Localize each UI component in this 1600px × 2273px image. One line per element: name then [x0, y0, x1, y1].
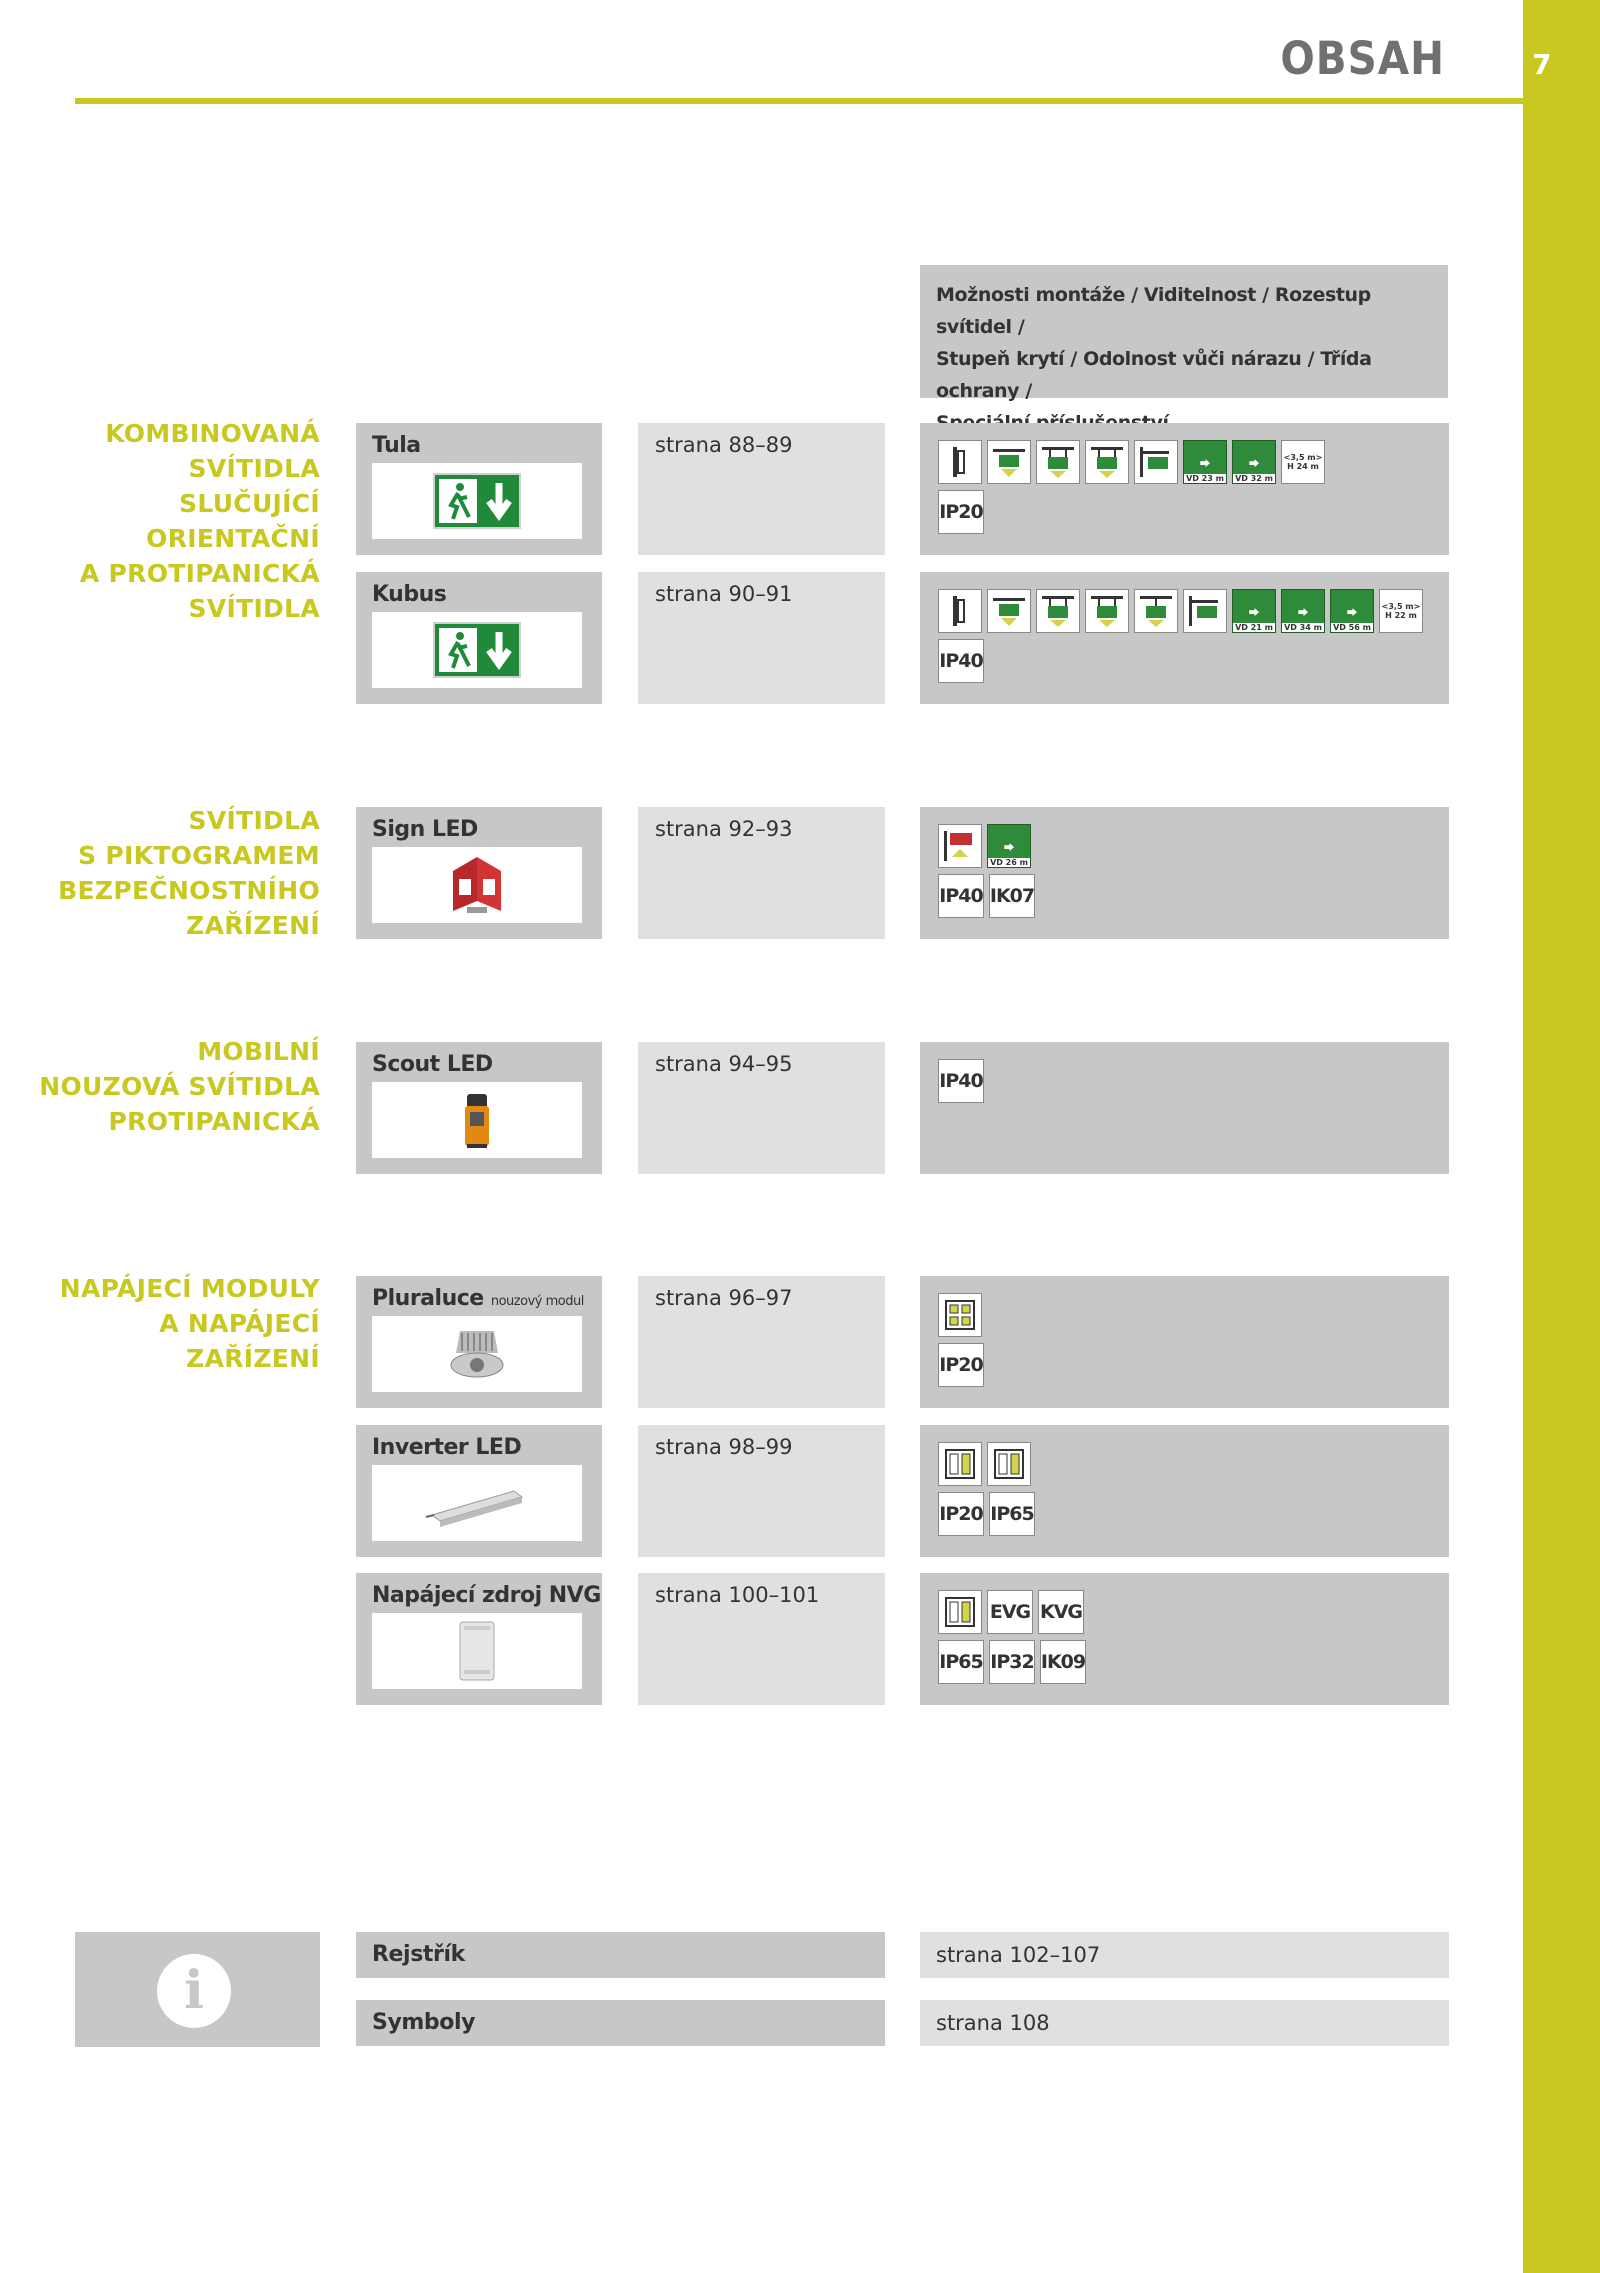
category-line: NAPÁJECÍ MODULY — [59, 1274, 320, 1303]
ip-rating-badge: IP40 — [938, 1059, 984, 1103]
ip-rating-badge: IP20 — [938, 1492, 984, 1536]
rating-icons — [938, 490, 1432, 534]
category-combined-luminaires — [80, 416, 320, 626]
product-properties — [920, 807, 1449, 939]
product-page-ref[interactable]: strana 96–97 — [638, 1276, 885, 1408]
category-line: SVÍTIDLA — [188, 594, 320, 623]
product-name: Scout LED — [372, 1052, 493, 1077]
properties-legend — [920, 265, 1448, 402]
info-box — [75, 1932, 320, 2047]
product-card-kubus[interactable] — [356, 572, 602, 704]
wall-bracket-icon — [1134, 440, 1178, 484]
ik-rating-badge: IK09 — [1040, 1640, 1086, 1684]
category-line: PROTIPANICKÁ — [108, 1107, 320, 1136]
category-line: NOUZOVÁ SVÍTIDLA — [39, 1072, 320, 1101]
wall-mount-icon — [938, 440, 982, 484]
product-name: Kubus — [372, 582, 447, 607]
symbols-label[interactable]: Symboly — [356, 2000, 885, 2046]
wall-bracket-icon — [1183, 589, 1227, 633]
product-properties — [920, 1042, 1449, 1174]
product-name — [372, 1286, 584, 1311]
emergency-module-image — [372, 1316, 582, 1392]
category-power-modules — [60, 1271, 320, 1376]
pendant-mount-icon — [1036, 440, 1080, 484]
ip-rating-badge: IP20 — [938, 490, 984, 534]
product-name-text: Pluraluce — [372, 1286, 484, 1311]
product-name: Sign LED — [372, 817, 478, 842]
product-name: Inverter LED — [372, 1435, 522, 1460]
product-page-ref[interactable]: strana 92–93 — [638, 807, 885, 939]
evg-icon: EVG — [987, 1590, 1033, 1634]
product-page-ref[interactable]: strana 90–91 — [638, 572, 885, 704]
ip-rating-badge: IP32 — [989, 1640, 1035, 1684]
product-properties — [920, 572, 1449, 704]
product-card-inverter-led[interactable] — [356, 1425, 602, 1557]
ceiling-mount-icon — [987, 440, 1031, 484]
module-icon — [938, 1293, 982, 1337]
pendant-mount-icon — [1085, 440, 1129, 484]
ip-rating-badge: IP20 — [938, 1343, 984, 1387]
rating-icons — [938, 1640, 1432, 1684]
kvg-icon: KVG — [1038, 1590, 1084, 1634]
page-title: OBSAH — [1280, 32, 1445, 85]
product-page-ref[interactable]: strana 98–99 — [638, 1425, 885, 1557]
visibility-icon: ⮕ VD 32 m — [1232, 440, 1276, 484]
spacing-icon: <3,5 m> H 22 m — [1379, 589, 1423, 633]
product-page-ref[interactable]: strana 88–89 — [638, 423, 885, 555]
rating-icons — [938, 1492, 1432, 1536]
mounting-icons — [938, 1293, 1432, 1337]
index-label[interactable]: Rejstřík — [356, 1932, 885, 1978]
inverter-image — [372, 1465, 582, 1541]
inverter-module-icon — [987, 1442, 1031, 1486]
mounting-icons — [938, 589, 1432, 633]
product-page-ref[interactable]: strana 100–101 — [638, 1573, 885, 1705]
product-card-tula[interactable] — [356, 423, 602, 555]
category-line: ZAŘÍZENÍ — [186, 1344, 320, 1373]
wall-flag-mount-icon — [938, 824, 982, 868]
category-mobile-luminaires — [39, 1034, 320, 1139]
visibility-icon: ⮕ VD 34 m — [1281, 589, 1325, 633]
product-properties — [920, 423, 1449, 555]
ceiling-mount-icon — [987, 589, 1031, 633]
product-name-note: nouzový modul — [490, 1294, 584, 1309]
wall-mount-icon — [938, 589, 982, 633]
product-properties — [920, 1425, 1449, 1557]
ik-rating-badge: IK07 — [989, 874, 1035, 918]
pendant-mount-icon — [1134, 589, 1178, 633]
product-properties — [920, 1573, 1449, 1705]
category-line: SVÍTIDLA — [188, 454, 320, 483]
visibility-icon: ⮕ VD 21 m — [1232, 589, 1276, 633]
category-line: ORIENTAČNÍ — [146, 524, 320, 553]
legend-line: Možnosti montáže / Viditelnost / Rozestup svítidel / — [936, 284, 1371, 338]
page-number: 7 — [1532, 48, 1552, 81]
mounting-icons — [938, 1590, 1432, 1634]
product-properties — [920, 1276, 1449, 1408]
info-icon: i — [157, 1954, 231, 2028]
product-name: Napájecí zdroj NVG — [372, 1583, 601, 1608]
legend-line: Stupeň krytí / Odolnost vůči nárazu / Třída ochrany / — [936, 348, 1372, 402]
product-card-sign-led[interactable] — [356, 807, 602, 939]
product-card-pluraluce[interactable] — [356, 1276, 602, 1408]
category-line: A NAPÁJECÍ — [159, 1309, 320, 1338]
category-line: ZAŘÍZENÍ — [186, 911, 320, 940]
inverter-module-icon — [938, 1442, 982, 1486]
product-page-ref[interactable]: strana 94–95 — [638, 1042, 885, 1174]
category-line: KOMBINOVANÁ — [105, 419, 320, 448]
category-line: MOBILNÍ — [197, 1037, 320, 1066]
ip-rating-badge: IP65 — [938, 1640, 984, 1684]
ip-rating-badge: IP40 — [938, 874, 984, 918]
symbols-page-ref[interactable]: strana 108 — [920, 2000, 1449, 2046]
rating-icons — [938, 1343, 1432, 1387]
accent-sidebar — [1523, 0, 1600, 2273]
spacing-icon: <3,5 m> H 24 m — [1281, 440, 1325, 484]
mounting-icons — [938, 440, 1432, 484]
index-page-ref[interactable]: strana 102–107 — [920, 1932, 1449, 1978]
header-rule — [75, 98, 1523, 104]
visibility-icon: ⮕ VD 23 m — [1183, 440, 1227, 484]
ip-rating-badge: IP65 — [989, 1492, 1035, 1536]
visibility-icon: ⮕ VD 26 m — [987, 824, 1031, 868]
exit-sign-image — [372, 463, 582, 539]
visibility-icon: ⮕ VD 56 m — [1330, 589, 1374, 633]
pendant-mount-icon — [1036, 589, 1080, 633]
rating-icons — [938, 874, 1432, 918]
category-line: S PIKTOGRAMEM — [78, 841, 320, 870]
mounting-icons — [938, 824, 1432, 868]
power-module-icon — [938, 1590, 982, 1634]
power-supply-image — [372, 1613, 582, 1689]
ip-rating-badge: IP40 — [938, 639, 984, 683]
exit-sign-image — [372, 612, 582, 688]
mounting-icons — [938, 1442, 1432, 1486]
category-line: BEZPEČNOSTNÍHO — [58, 876, 320, 905]
category-line: A PROTIPANICKÁ — [79, 559, 320, 588]
rating-icons — [938, 1059, 1432, 1103]
mobile-lamp-image — [372, 1082, 582, 1158]
product-card-nvg[interactable] — [356, 1573, 602, 1705]
category-line: SVÍTIDLA — [188, 806, 320, 835]
product-name: Tula — [372, 433, 421, 458]
product-card-scout-led[interactable] — [356, 1042, 602, 1174]
rating-icons — [938, 639, 1432, 683]
category-line: SLUČUJÍCÍ — [179, 489, 320, 518]
pictogram-sign-image — [372, 847, 582, 923]
category-pictogram-luminaires — [58, 803, 320, 943]
pendant-mount-icon — [1085, 589, 1129, 633]
